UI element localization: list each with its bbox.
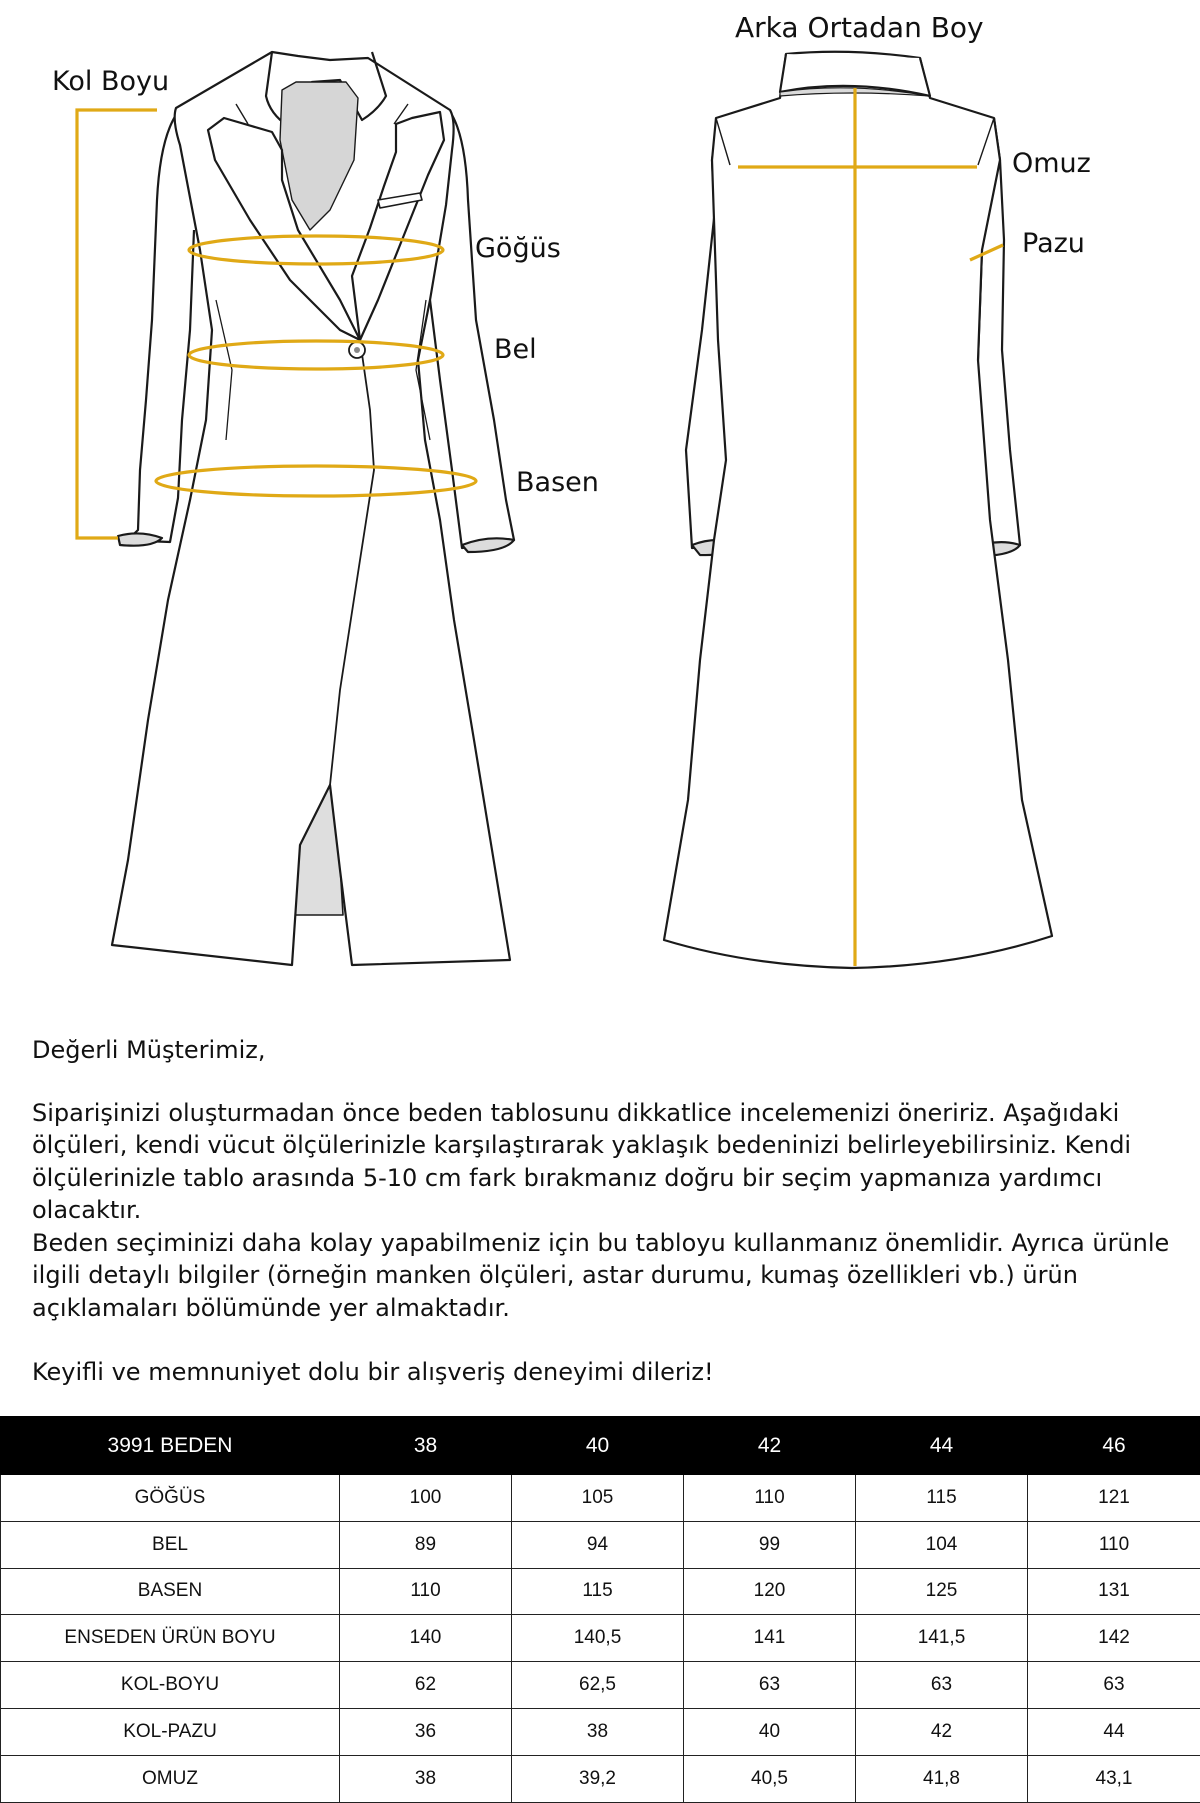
label-pazu: Pazu xyxy=(1022,228,1085,259)
label-basen: Basen xyxy=(516,467,599,498)
front-coat xyxy=(112,52,514,965)
table-cell: 105 xyxy=(512,1475,684,1522)
customer-info-text xyxy=(32,1034,1172,1389)
table-cell: 42 xyxy=(856,1708,1028,1755)
size-table-header xyxy=(1,1417,1200,1475)
row-label: GÖĞÜS xyxy=(1,1475,340,1522)
table-cell: 99 xyxy=(684,1521,856,1568)
row-label: KOL-PAZU xyxy=(1,1708,340,1755)
table-row xyxy=(1,1708,1200,1755)
table-cell: 62 xyxy=(340,1662,512,1709)
row-label: KOL-BOYU xyxy=(1,1662,340,1709)
table-cell: 121 xyxy=(1028,1475,1200,1522)
table-cell: 141 xyxy=(684,1615,856,1662)
row-label: ENSEDEN ÜRÜN BOYU xyxy=(1,1615,340,1662)
header-cell-size: 44 xyxy=(856,1417,1028,1475)
label-bel: Bel xyxy=(494,334,537,365)
table-cell: 115 xyxy=(512,1568,684,1615)
table-cell: 41,8 xyxy=(856,1755,1028,1802)
table-row xyxy=(1,1755,1200,1802)
table-cell: 40 xyxy=(684,1708,856,1755)
table-cell: 131 xyxy=(1028,1568,1200,1615)
table-cell: 63 xyxy=(684,1662,856,1709)
table-cell: 38 xyxy=(340,1755,512,1802)
back-coat xyxy=(664,52,1052,968)
table-cell: 115 xyxy=(856,1475,1028,1522)
table-cell: 141,5 xyxy=(856,1615,1028,1662)
header-cell-model: 3991 BEDEN xyxy=(1,1417,340,1475)
row-label: BASEN xyxy=(1,1568,340,1615)
table-cell: 63 xyxy=(1028,1662,1200,1709)
table-cell: 110 xyxy=(1028,1521,1200,1568)
table-cell: 104 xyxy=(856,1521,1028,1568)
table-cell: 89 xyxy=(340,1521,512,1568)
table-cell: 43,1 xyxy=(1028,1755,1200,1802)
table-row xyxy=(1,1475,1200,1522)
table-cell: 38 xyxy=(512,1708,684,1755)
table-cell: 120 xyxy=(684,1568,856,1615)
label-arka-ortadan-boy: Arka Ortadan Boy xyxy=(735,11,984,44)
row-label: OMUZ xyxy=(1,1755,340,1802)
info-paragraph-1: Siparişinizi oluşturmadan önce beden tablosunu dikkatlice incelemenizi öneririz. Aşağıdaki ölçüleri, kendi vücut ölçülerinizle karşılaştırarak yaklaşık bedeninizi belirleyebilirsiniz. Kendi ölçülerinizle tablo arasında 5-10 cm fark bırakmanız doğru bir seçim yapmanıza yardımcı olacaktır. xyxy=(32,1097,1172,1227)
table-cell: 110 xyxy=(684,1475,856,1522)
header-cell-size: 40 xyxy=(512,1417,684,1475)
table-cell: 100 xyxy=(340,1475,512,1522)
table-cell: 142 xyxy=(1028,1615,1200,1662)
table-cell: 140,5 xyxy=(512,1615,684,1662)
table-cell: 125 xyxy=(856,1568,1028,1615)
header-cell-size: 42 xyxy=(684,1417,856,1475)
table-cell: 140 xyxy=(340,1615,512,1662)
size-table xyxy=(0,1416,1200,1803)
table-cell: 44 xyxy=(1028,1708,1200,1755)
table-cell: 62,5 xyxy=(512,1662,684,1709)
header-cell-size: 46 xyxy=(1028,1417,1200,1475)
table-row xyxy=(1,1615,1200,1662)
table-cell: 63 xyxy=(856,1662,1028,1709)
table-cell: 39,2 xyxy=(512,1755,684,1802)
label-omuz: Omuz xyxy=(1012,148,1091,179)
table-row xyxy=(1,1662,1200,1709)
row-label: BEL xyxy=(1,1521,340,1568)
table-cell: 110 xyxy=(340,1568,512,1615)
label-kol-boyu: Kol Boyu xyxy=(52,66,169,97)
header-cell-size: 38 xyxy=(340,1417,512,1475)
table-cell: 36 xyxy=(340,1708,512,1755)
table-cell: 40,5 xyxy=(684,1755,856,1802)
info-paragraph-2: Beden seçiminizi daha kolay yapabilmeniz için bu tabloyu kullanmanız önemlidir. Ayrıca ürünle ilgili detaylı bilgiler (örneğin manken ölçüleri, astar durumu, kumaş özellikleri vb.) ürün açıklamaları bölümünde yer almaktadır. xyxy=(32,1227,1172,1325)
table-cell: 94 xyxy=(512,1521,684,1568)
greeting-text: Değerli Müşterimiz, xyxy=(32,1034,1172,1067)
closing-text: Keyifli ve memnuniyet dolu bir alışveriş deneyimi dileriz! xyxy=(32,1356,1172,1389)
label-gogus: Göğüs xyxy=(475,233,561,264)
table-row xyxy=(1,1568,1200,1615)
table-row xyxy=(1,1521,1200,1568)
